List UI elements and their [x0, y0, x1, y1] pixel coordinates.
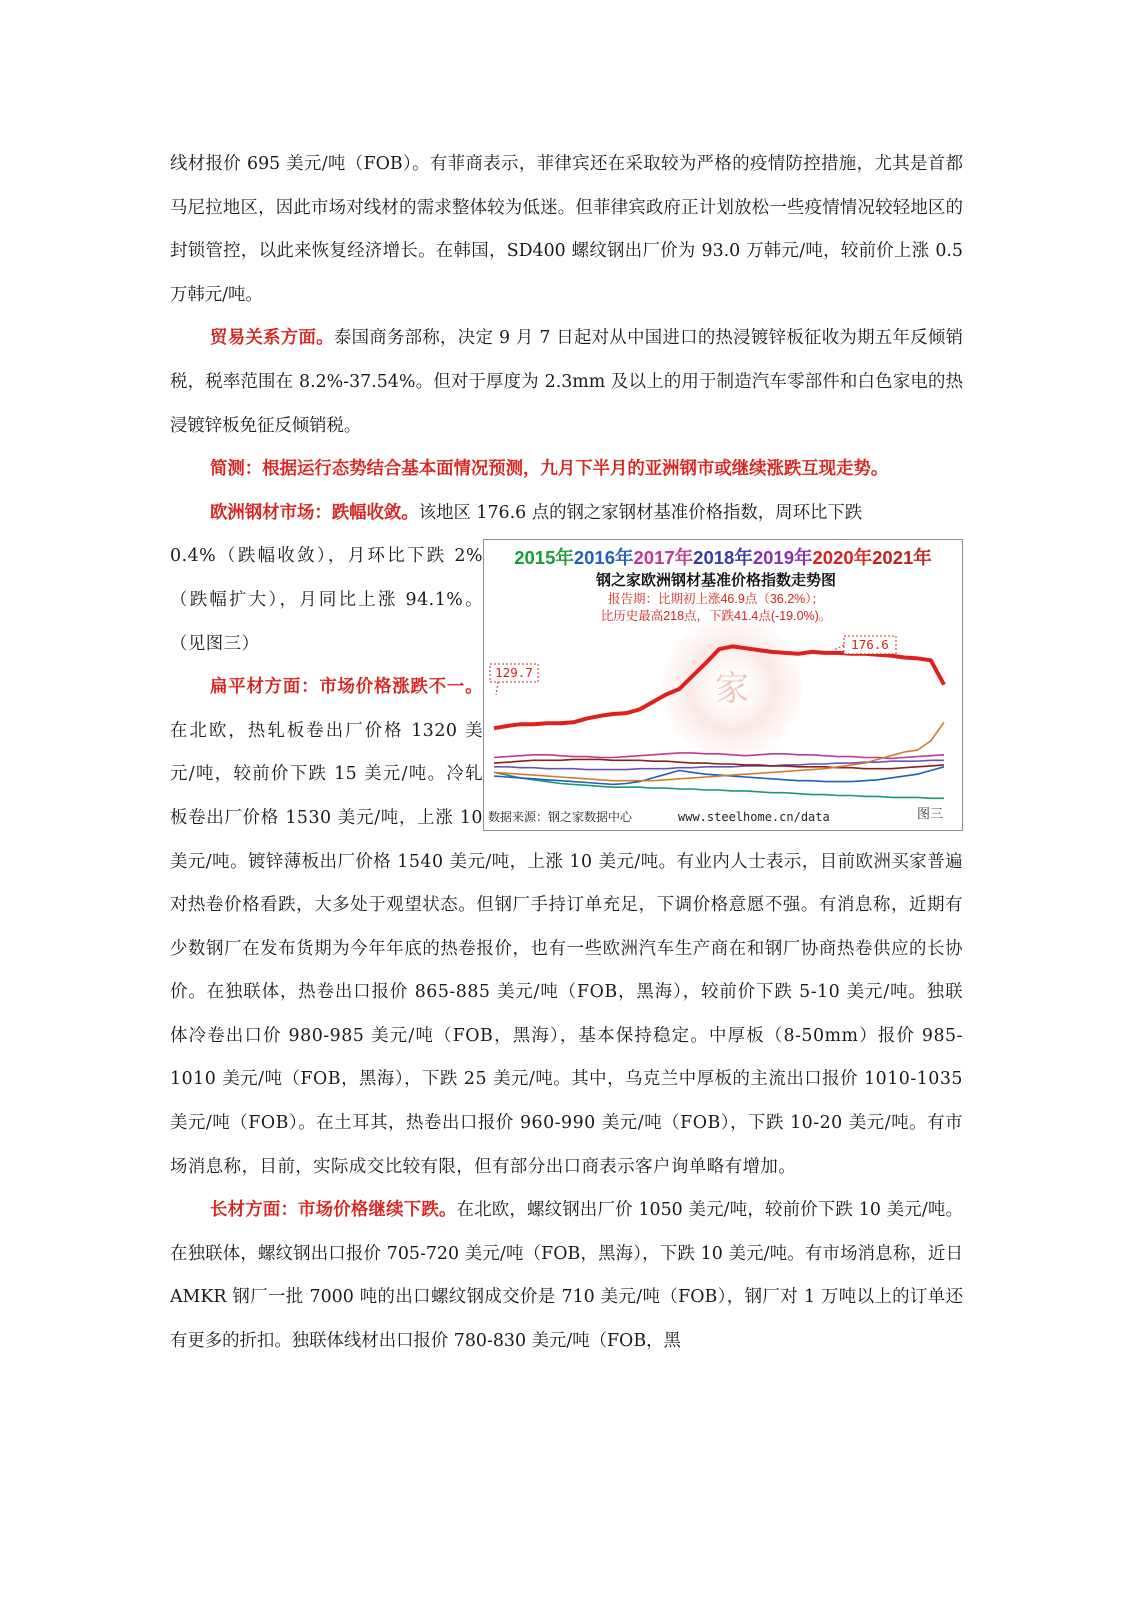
- paragraph-europe-intro: [170, 492, 963, 536]
- chart-title: 钢之家欧洲钢材基准价格指数走势图: [595, 572, 837, 590]
- end-label: 176.6: [851, 637, 889, 653]
- start-label: 129.7: [495, 665, 533, 681]
- document-page: [170, 143, 963, 1364]
- text-trade: 泰国商务部称，决定 9 月 7 日起对从中国进口的热浸镀锌板征收为期五年反倾销税，税率范围在 8.2%-37.54%。但对于厚度为 2.3mm 及以上的用于制造汽车零部件和白色家电的热浸镀锌板免征反倾销税。: [170, 328, 963, 436]
- heading-trade: 贸易关系方面。: [210, 328, 334, 349]
- year-2021: 2021年: [872, 547, 932, 569]
- figure-3: [483, 539, 963, 831]
- text-flat: 在北欧，热轧板卷出厂价格 1320 美元/吨，较前价下跌 15 美元/吨。冷轧板卷出厂价格 1530 美元/吨，上涨 10 美元/吨。镀锌薄板出厂价格 1540 美元/吨，上涨 10 美元/吨。有业内人士表示，目前欧洲买家普遍对热卷价格看跌，大多处于观望状态。但钢厂手持订单充足，下调价格意愿不强。有消息称，近期有少数钢厂在发布货期为今年年底的热卷报价，也有一些欧洲汽车生产商在和钢厂协商热卷供应的长协价。在独联体，热卷出口报价 865-885 美元/吨（FOB，黑海），较前价下跌 5-10 美元/吨。独联体冷卷出口价 980-985 美元/吨（FOB，黑海），基本保持稳定。中厚板（8-50mm）报价 985-1010 美元/吨（FOB，黑海），下跌 25 美元/吨。其中，乌克兰中厚板的主流出口报价 1010-1035 美元/吨（FOB）。在土耳其，热卷出口报价 960-990 美元/吨（FOB），下跌 10-20 美元/吨。有市场消息称，目前，实际成交比较有限，但有部分出口商表示客户询单略有增加。: [170, 720, 963, 1177]
- text-long: 在北欧，螺纹钢出厂价 1050 美元/吨，较前价下跌 10 美元/吨。在独联体，螺纹钢出口报价 705-720 美元/吨（FOB，黑海），下跌 10 美元/吨。有市场消息称，近日 AMKR 钢厂一批 7000 吨的出口螺纹钢成交价是 710 美元/吨（FOB），钢厂对 1 万吨以上的订单还有更多的折扣。独联体线材出口报价 780-830 美元/吨（FOB，黑: [170, 1200, 963, 1352]
- figure-wrap-block: [170, 535, 963, 1189]
- paragraph-long: [170, 1189, 963, 1363]
- heading-europe: 欧洲钢材市场：跌幅收敛。: [210, 502, 419, 523]
- year-2019: 2019年: [752, 547, 813, 569]
- year-2015: 2015年: [514, 547, 574, 569]
- figure-label: 图三: [916, 807, 944, 823]
- source-text: 数据来源：钢之家数据中心: [488, 810, 633, 825]
- heading-long: 长材方面：市场价格继续下跌。: [210, 1200, 457, 1221]
- end-label-leader: [834, 645, 844, 650]
- paragraph-trade: [170, 317, 963, 448]
- chart-note-1: 报告期：比期初上涨46.9点（36.2%）；: [607, 592, 825, 607]
- text-europe-a: 该地区 176.6 点的钢之家钢材基准价格指数，周环比下跌: [418, 502, 863, 523]
- start-label-leader: [496, 682, 498, 695]
- text-europe-b: 0.4%（跌幅收敛），月环比下跌 2%（跌幅扩大），月同比上涨 94.1%。（见图三）: [170, 546, 483, 654]
- year-legend: [514, 547, 932, 568]
- watermark-glyph: 家: [715, 669, 749, 710]
- figure-svg: [484, 540, 962, 830]
- source-url: www.steelhome.cn/data: [678, 810, 830, 825]
- year-2016: 2016年: [573, 547, 634, 569]
- year-2018: 2018年: [693, 547, 753, 569]
- heading-flat: 扁平材方面：市场价格涨跌不一。: [210, 677, 483, 698]
- paragraph-forecast: 简测：根据运行态势结合基本面情况预测，九月下半月的亚洲钢市或继续涨跌互现走势。: [210, 459, 889, 480]
- paragraph-1: 线材报价 695 美元/吨（FOB）。有菲商表示，菲律宾还在采取较为严格的疫情防控措施，尤其是首都马尼拉地区，因此市场对线材的需求整体较为低迷。但菲律宾政府正计划放松一些疫情情况较轻地区的封锁管控，以此来恢复经济增长。在韩国，SD400 螺纹钢出厂价为 93.0 万韩元/吨，较前价上涨 0.5 万韩元/吨。: [170, 154, 963, 305]
- year-2017: 2017年: [633, 547, 694, 569]
- year-2020: 2020年: [812, 547, 873, 569]
- chart-note-2: 比历史最高218点，下跌41.4点(-19.0%)。: [600, 609, 832, 624]
